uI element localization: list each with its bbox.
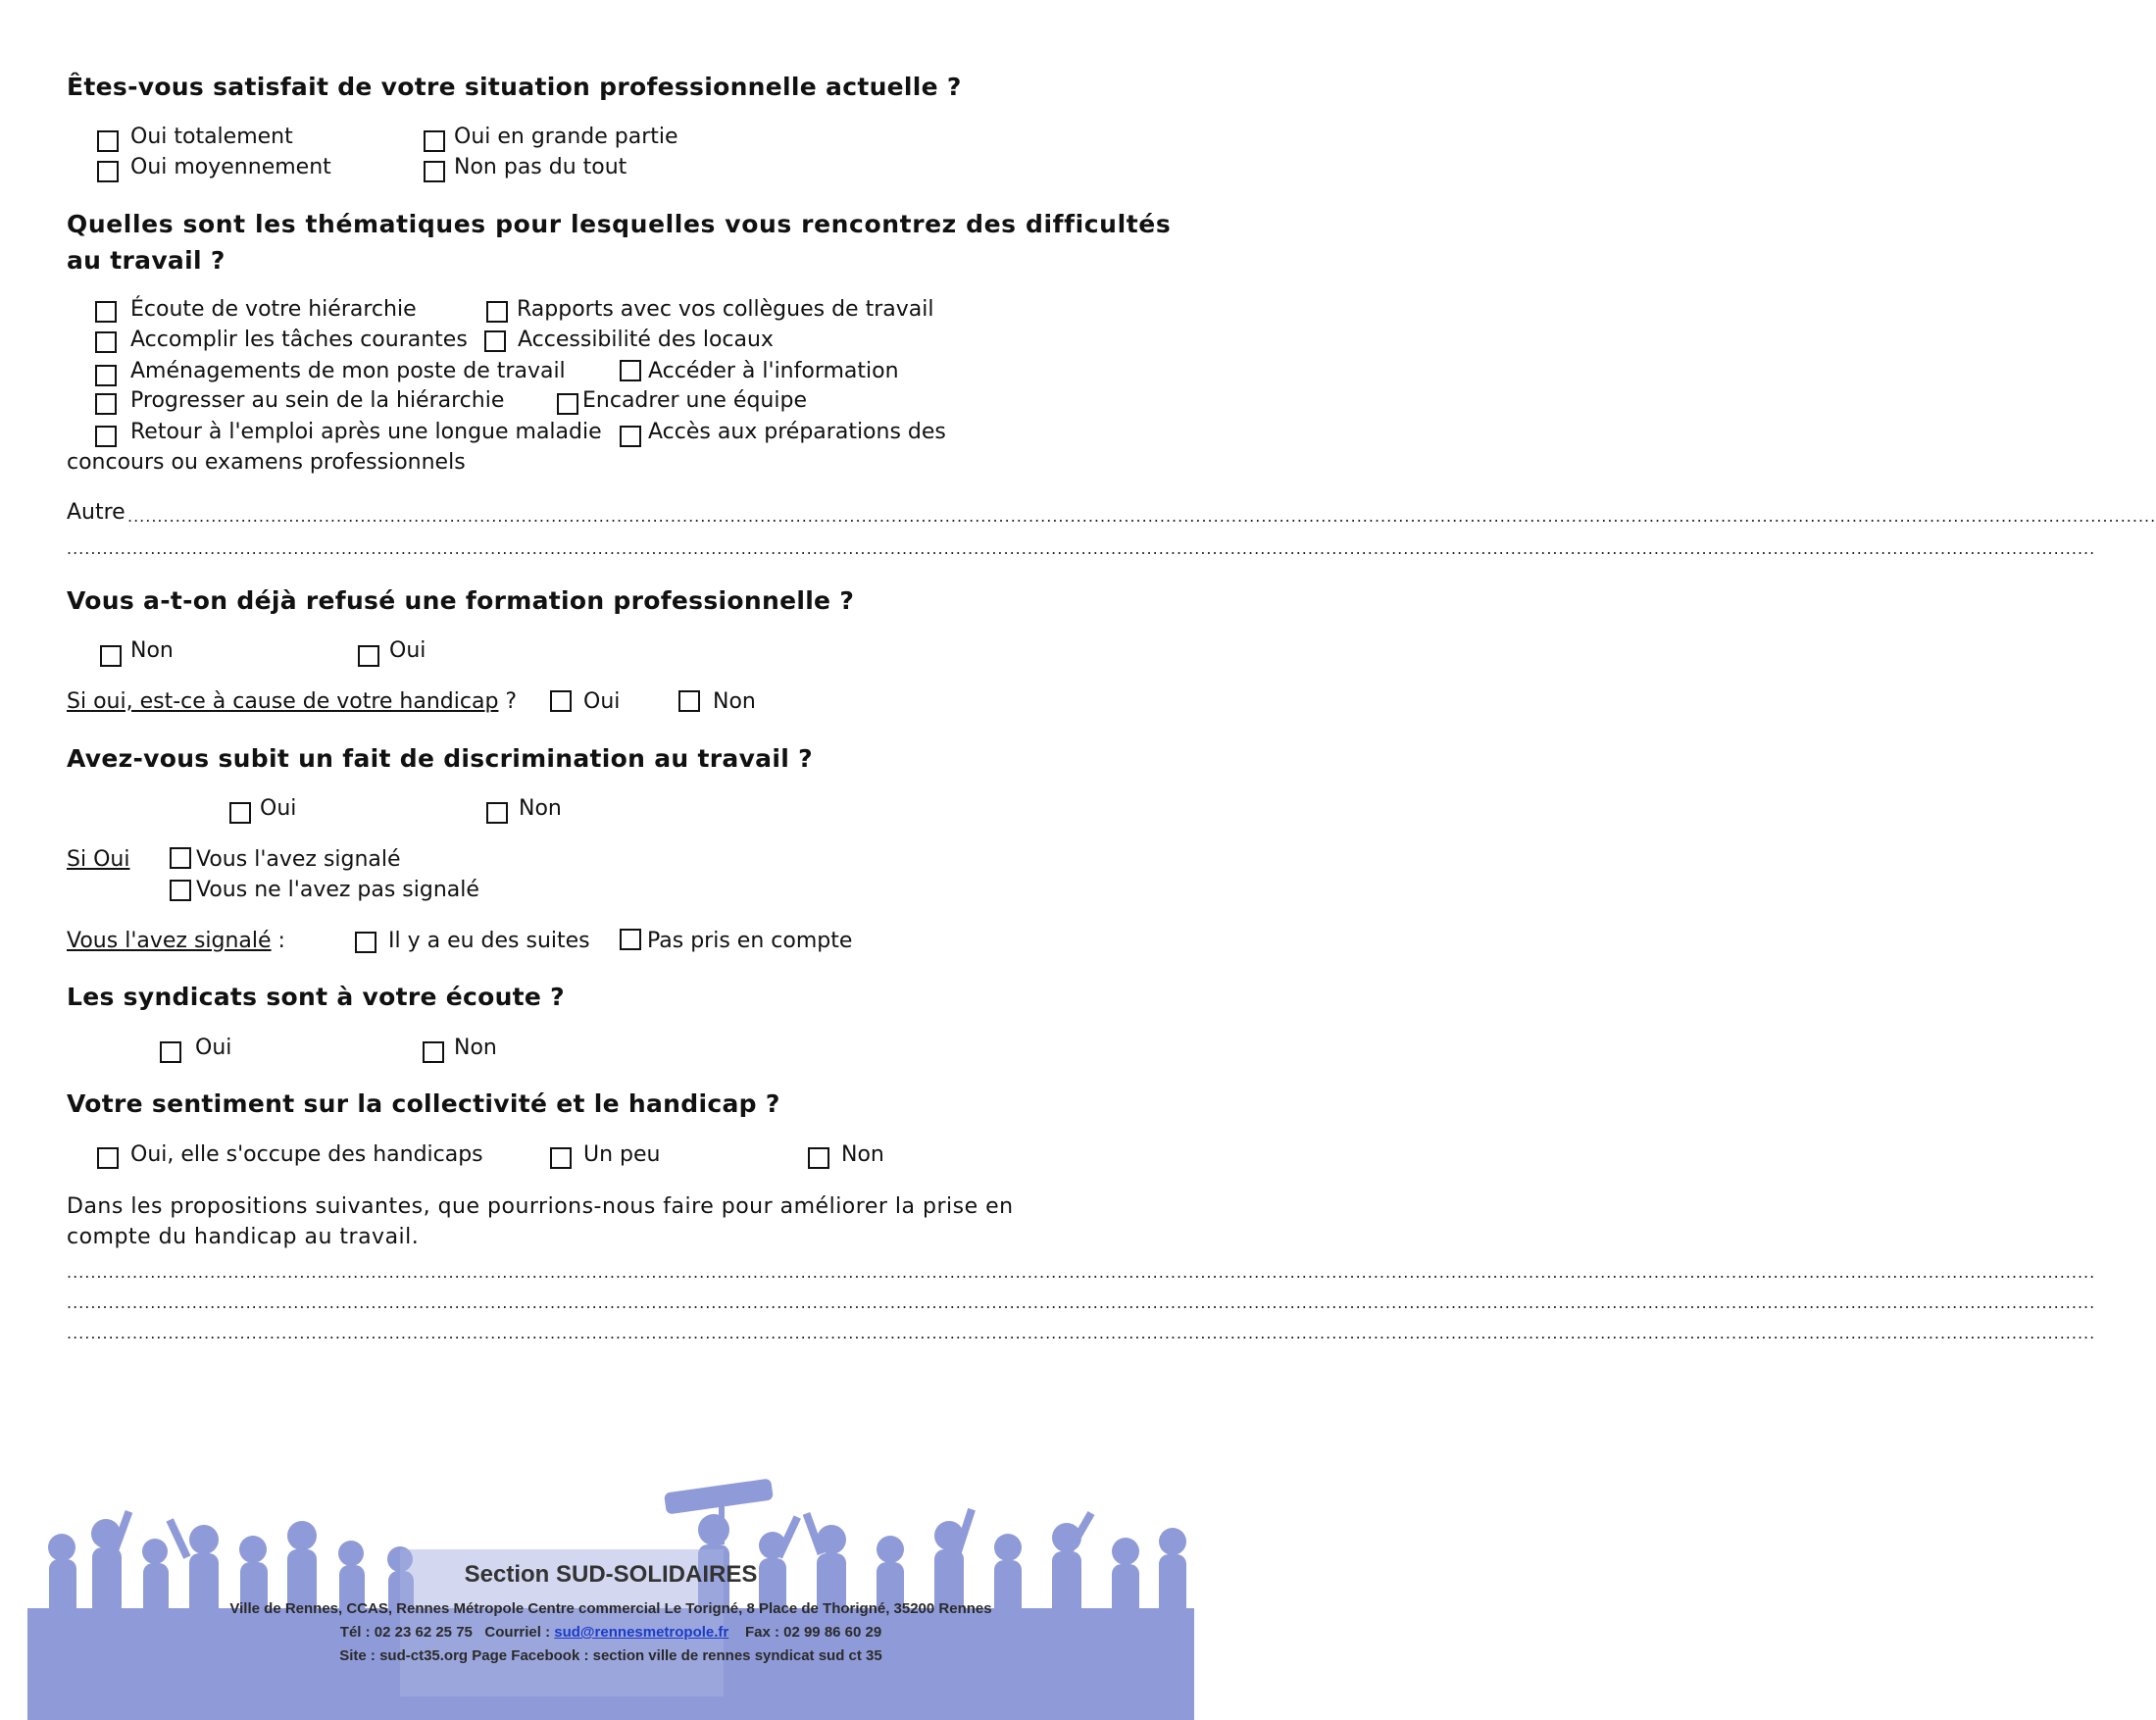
followup-handicap-suffix: ? <box>498 689 518 714</box>
option-label: Oui <box>583 689 621 714</box>
checkbox-oui-totalement[interactable] <box>97 130 119 152</box>
checkbox-accomplir-taches[interactable] <box>95 331 117 353</box>
footer-site: Site : sud-ct35.org Page Facebook : section ville de rennes syndicat sud ct 35 <box>339 1647 882 1664</box>
option-label: Oui <box>260 796 297 821</box>
followup-handicap <box>67 689 517 714</box>
checkbox-progresser-hierarchie[interactable] <box>95 393 117 415</box>
question-discrimination: Avez-vous subit un fait de discrimination au travail ? <box>67 744 813 773</box>
option-label: Vous ne l'avez pas signalé <box>196 878 479 902</box>
checkbox-pas-signale[interactable] <box>170 880 191 901</box>
checkbox-ecoute-hierarchie[interactable] <box>95 301 117 323</box>
footer-banner <box>27 1491 1194 1720</box>
autre-fill-line-2[interactable]: .................................................................................................................................................................................................................................................................................................................................................... <box>67 539 2096 558</box>
option-label: Écoute de votre hiérarchie <box>130 297 417 322</box>
checkbox-accessibilite-locaux[interactable] <box>484 330 506 352</box>
option-label: Oui en grande partie <box>454 125 678 149</box>
footer-fax: Fax : 02 99 86 60 29 <box>744 1624 882 1641</box>
option-label: Accomplir les tâches courantes <box>130 328 468 352</box>
option-label: Accès aux préparations des <box>648 420 946 444</box>
option-label: Non <box>454 1036 497 1060</box>
option-label: Oui <box>195 1036 232 1060</box>
followup-handicap-label: Si oui, est-ce à cause de votre handicap <box>67 689 499 714</box>
signale-row <box>67 929 285 953</box>
option-label: Oui moyennement <box>130 155 331 179</box>
propositions-fill-line-2[interactable]: .................................................................................................................................................................................................................................................................................................................................................... <box>67 1293 2096 1312</box>
checkbox-amenagements-poste[interactable] <box>95 365 117 386</box>
checkbox-elle-s-occupe[interactable] <box>97 1147 119 1169</box>
propositions-fill-line-3[interactable]: .................................................................................................................................................................................................................................................................................................................................................... <box>67 1324 2096 1342</box>
checkbox-syndicats-non[interactable] <box>423 1041 444 1063</box>
checkbox-preparations-concours[interactable] <box>620 426 641 447</box>
checkbox-retour-emploi[interactable] <box>95 426 117 447</box>
question-syndicats: Les syndicats sont à votre écoute ? <box>67 983 565 1011</box>
option-label: Non <box>519 796 562 821</box>
checkbox-handicap-oui[interactable] <box>550 690 572 712</box>
checkbox-collectivite-non[interactable] <box>808 1147 829 1169</box>
option-label: Aménagements de mon poste de travail <box>130 359 566 383</box>
checkbox-oui-grande-partie[interactable] <box>424 130 445 152</box>
checkbox-rapports-collegues[interactable] <box>486 301 508 323</box>
checkbox-handicap-non[interactable] <box>678 690 700 712</box>
option-label: Encadrer une équipe <box>582 388 807 413</box>
option-label: Non <box>130 638 174 663</box>
checkbox-discrimination-non[interactable] <box>486 802 508 824</box>
propositions-line1: Dans les propositions suivantes, que pourrions-nous faire pour améliorer la prise en <box>67 1194 1014 1219</box>
option-label: Progresser au sein de la hiérarchie <box>130 388 505 413</box>
option-label: Oui, elle s'occupe des handicaps <box>130 1142 483 1167</box>
signale-label: Vous l'avez signalé <box>67 929 272 953</box>
footer-email-link[interactable]: sud@rennesmetropole.fr <box>554 1624 729 1641</box>
option-label: Vous l'avez signalé <box>196 847 401 872</box>
footer-address: Ville de Rennes, CCAS, Rennes Métropole Centre commercial Le Torigné, 8 Place de Thorigné, 35200 Rennes <box>229 1600 992 1617</box>
footer-contact <box>27 1624 1194 1641</box>
option-label: Retour à l'emploi après une longue maladie <box>130 420 602 444</box>
checkbox-signale[interactable] <box>170 847 191 869</box>
option-label: Accessibilité des locaux <box>518 328 774 352</box>
checkbox-non-pas-du-tout[interactable] <box>424 161 445 182</box>
checkbox-formation-non[interactable] <box>100 645 122 667</box>
question-difficultes-line2: au travail ? <box>67 246 226 275</box>
option-label: Accéder à l'information <box>648 359 899 383</box>
question-collectivite: Votre sentiment sur la collectivité et le handicap ? <box>67 1089 780 1118</box>
question-formation-refusee: Vous a-t-on déjà refusé une formation professionnelle ? <box>67 586 855 615</box>
checkbox-encadrer-equipe[interactable] <box>557 393 578 415</box>
si-oui-label: Si Oui <box>67 847 130 872</box>
option-label: Un peu <box>583 1142 661 1167</box>
question-satisfaction: Êtes-vous satisfait de votre situation professionnelle actuelle ? <box>67 73 962 101</box>
propositions-fill-line-1[interactable]: .................................................................................................................................................................................................................................................................................................................................................... <box>67 1263 2096 1282</box>
option-label-continuation: concours ou examens professionnels <box>67 450 466 475</box>
checkbox-acceder-information[interactable] <box>620 360 641 381</box>
checkbox-pas-pris-en-compte[interactable] <box>620 929 641 950</box>
question-difficultes: Quelles sont les thématiques pour lesquelles vous rencontrez des difficultés <box>67 210 1172 238</box>
option-label: Oui totalement <box>130 125 293 149</box>
option-label: Non <box>713 689 756 714</box>
footer-tel: Tél : 02 23 62 25 75 <box>339 1624 473 1641</box>
checkbox-syndicats-oui[interactable] <box>160 1041 181 1063</box>
checkbox-formation-oui[interactable] <box>358 645 379 667</box>
propositions-line2: compte du handicap au travail. <box>67 1225 420 1249</box>
footer-courriel-label: Courriel : <box>484 1624 551 1641</box>
autre-label: Autre <box>67 500 125 525</box>
checkbox-suites[interactable] <box>355 932 376 953</box>
checkbox-discrimination-oui[interactable] <box>229 802 251 824</box>
option-label: Non pas du tout <box>454 155 627 179</box>
footer-title: Section SUD-SOLIDAIRES <box>464 1561 758 1588</box>
option-label: Pas pris en compte <box>647 929 853 953</box>
signale-suffix: : <box>271 929 285 953</box>
option-label: Non <box>841 1142 884 1167</box>
option-label: Oui <box>389 638 426 663</box>
option-label: Rapports avec vos collègues de travail <box>517 297 934 322</box>
autre-fill-line[interactable]: .................................................................................................................................................................................................................................................................................................................................................... <box>127 507 2156 526</box>
checkbox-oui-moyennement[interactable] <box>97 161 119 182</box>
checkbox-un-peu[interactable] <box>550 1147 572 1169</box>
option-label: Il y a eu des suites <box>388 929 590 953</box>
